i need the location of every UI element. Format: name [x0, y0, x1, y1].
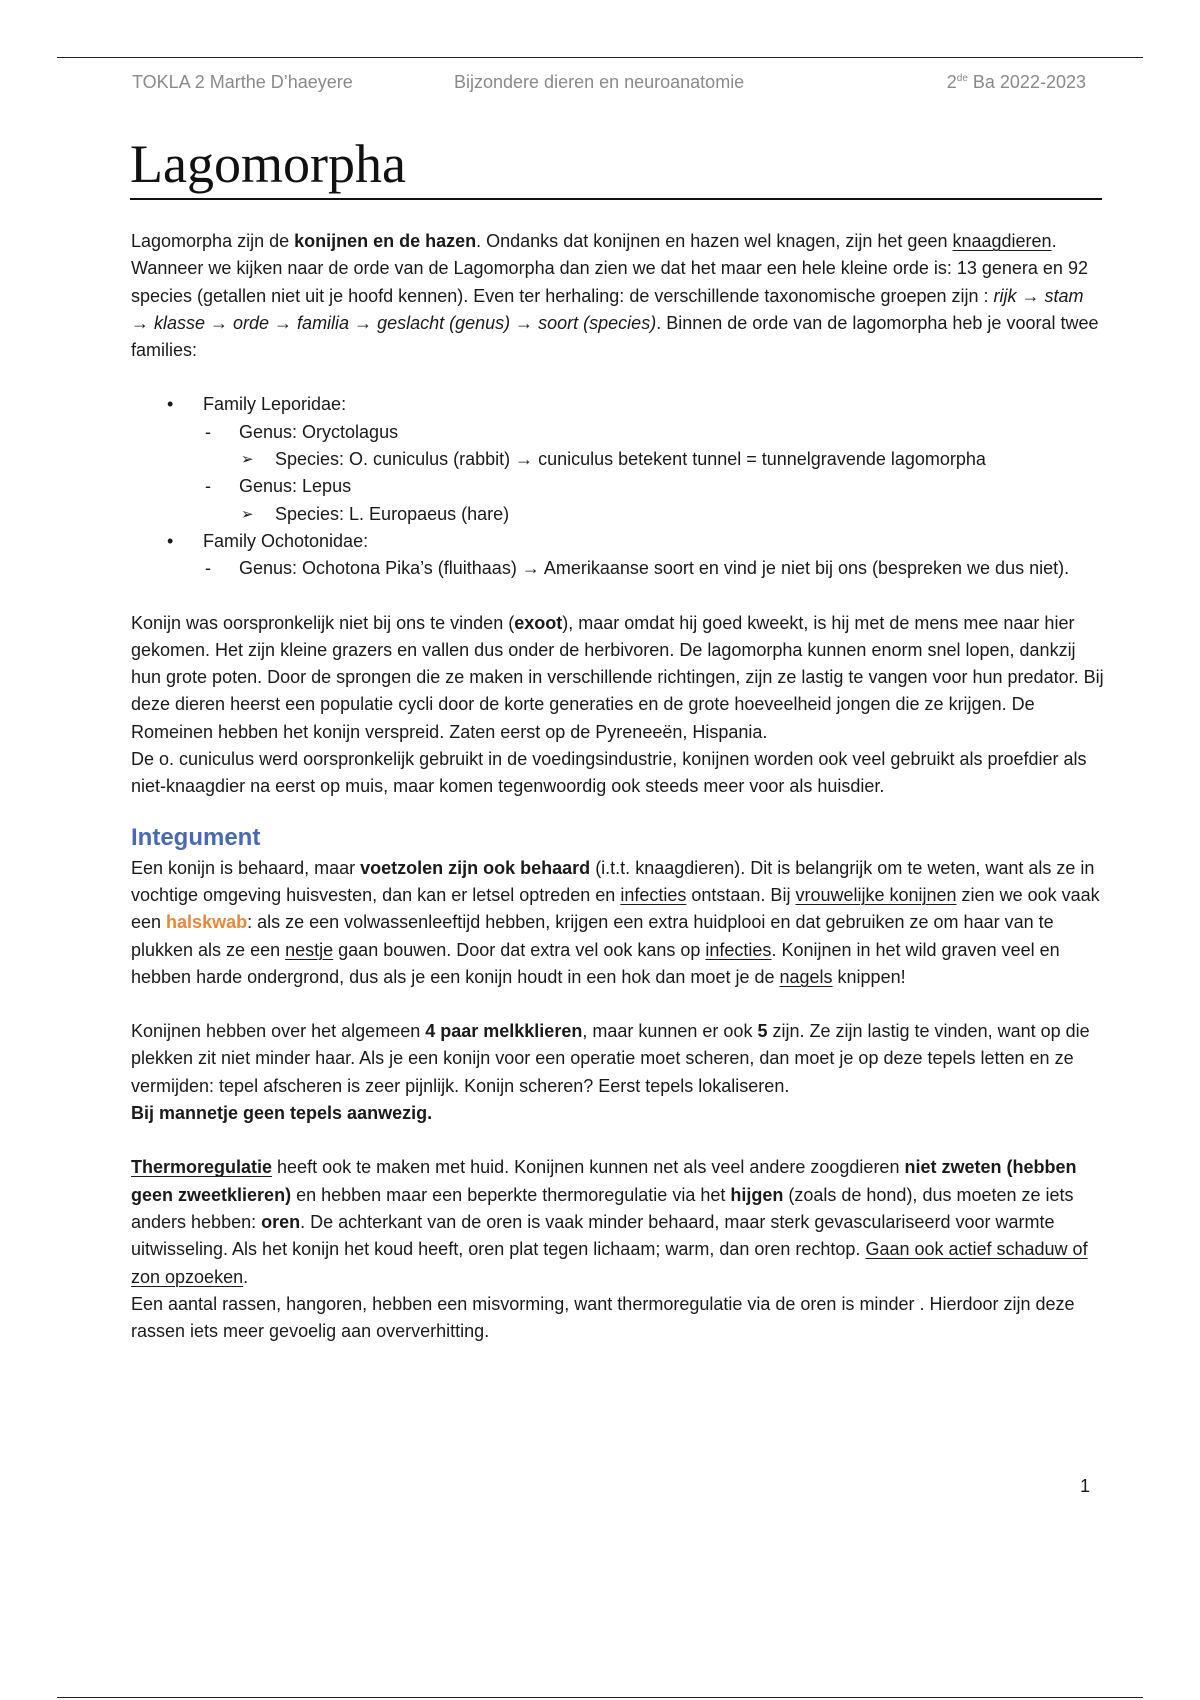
hangoren-paragraph: Een aantal rassen, hangoren, hebben een misvorming, want thermoregulatie via de oren is minder . Hierdoor zijn deze rassen iets meer gevoelig aan oververhitting.	[131, 1293, 1075, 1342]
list-item: - Genus: Oryctolagus ➢ Species: O. cuniculus (rabbit) → cuniculus betekent tunnel = tunnelgravende lagomorpha	[203, 419, 1106, 474]
page-number: 1	[1080, 1476, 1091, 1496]
integument-paragraph: Een konijn is behaard, maar voetzolen zijn ook behaard (i.t.t. knaagdieren). Dit is belangrijk om te weten, want als ze in vochtige omgeving huisvesten, dan kan er letsel optreden en infecties ontstaan. Bij vrouwelijke konijnen zien we ook vaak een halskwab: als ze een volwassenleeftijd hebben, krijgen een extra huidplooi en dat gebruiken ze om haar van te plukken als ze een nestje gaan bouwen. Door dat extra vel ook kans op infecties. Konijnen in het wild graven veel en hebben harde ondergrond, dus als je een konijn houdt in een hok dan moet je de nagels knippen!	[131, 857, 1100, 987]
footer-rule	[57, 1697, 1143, 1698]
header-course: Bijzondere dieren en neuroanatomie	[454, 72, 745, 92]
list-item: • Family Leporidae: - Genus: Oryctolagus ➢ Species: O. cuniculus (rabbit) → cuniculus betekent tunnel = tunnelgravende lagomorpha - Genus: Lepus ➢ Species: L. Europaeus (hare)	[131, 391, 1106, 527]
document-body	[131, 228, 1106, 1345]
list-item: - Genus: Ochotona Pika’s (fluithaas) → Amerikaanse soort en vind je niet bij ons (bespreken we dus niet).	[203, 555, 1106, 582]
header-rule	[57, 57, 1143, 58]
header-author: TOKLA 2 Marthe D’haeyere	[132, 72, 353, 92]
list-item: ➢ Species: L. Europaeus (hare)	[239, 501, 1106, 528]
list-item: • Family Ochotonidae: - Genus: Ochotona Pika’s (fluithaas) → Amerikaanse soort en vind je niet bij ons (bespreken we dus niet).	[131, 528, 1106, 583]
family-list	[131, 391, 1106, 582]
header-year-suffix: Ba 2022-2023	[967, 72, 1086, 92]
exoot-paragraph: Konijn was oorspronkelijk niet bij ons te vinden (exoot), maar omdat hij goed kweekt, is hij met de mens mee naar hier gekomen. Het zijn kleine grazers en vallen dus onder de herbivoren. De lagomorpha kunnen enorm snel lopen, dankzij hun grote poten. Door de sprongen die ze maken in verschillende richtingen, zijn ze lastig te vangen voor hun predator. Bij deze dieren heerst een populatie cycli door de korte generaties en de grote hoeveelheid jongen die ze krijgen. De Romeinen hebben het konijn verspreid. Zaten eerst op de Pyreneeën, Hispania.	[131, 612, 1104, 742]
header-year-prefix: 2	[946, 72, 957, 92]
cuniculus-paragraph: De o. cuniculus werd oorspronkelijk gebruikt in de voedingsindustrie, konijnen worden ook veel gebruikt als proefdier als niet-knaagdier na eerst op muis, maar komen tegenwoordig ook steeds meer voor als huisdier.	[131, 749, 1087, 797]
thermoregulatie-paragraph: Thermoregulatie heeft ook te maken met huid. Konijnen kunnen net als veel andere zoogdieren niet zweten (hebben geen zweetklieren) en hebben maar een beperkte thermoregulatie via het hijgen (zoals de hond), dus moeten ze iets anders hebben: oren. De achterkant van de oren is vaak minder behaard, maar sterk gevasculariseerd voor warmte uitwisseling. Als het konijn het koud heeft, oren plat tegen lichaam; warm, dan oren rechtop. Gaan ook actief schaduw of zon opzoeken.	[131, 1157, 1088, 1287]
list-item: ➢ Species: O. cuniculus (rabbit) → cuniculus betekent tunnel = tunnelgravende lagomorpha	[239, 446, 1106, 473]
header-year	[947, 72, 1086, 93]
intro-paragraph: Lagomorpha zijn de konijnen en de hazen. Ondanks dat konijnen en hazen wel knagen, zijn het geen knaagdieren. Wanneer we kijken naar de orde van de Lagomorpha dan zien we dat het maar een hele kleine orde is: 13 genera en 92 species (getallen niet uit je hoofd kennen). Even ter herhaling: de verschillende taxonomische groepen zijn : rijk → stam → klasse → orde → familia → geslacht (genus) → soort (species). Binnen de orde van de lagomorpha heb je vooral twee families:	[131, 231, 1099, 361]
page-header	[132, 72, 1086, 98]
header-year-sup: de	[956, 73, 968, 84]
melkklieren-paragraph: Konijnen hebben over het algemeen 4 paar melkklieren, maar kunnen er ook 5 zijn. Ze zijn lastig te vinden, want op die plekken zit niet minder haar. Als je een konijn voor een operatie moet scheren, dan moet je op deze tepels letten en ze vermijden: tepel afscheren is zeer pijnlijk. Konijn scheren? Eerst tepels lokaliseren. Bij mannetje geen tepels aanwezig.	[131, 1021, 1090, 1124]
list-item: - Genus: Lepus ➢ Species: L. Europaeus (hare)	[203, 473, 1106, 528]
page-title: Lagomorpha	[130, 132, 1102, 200]
section-heading-integument: Integument	[131, 823, 261, 851]
